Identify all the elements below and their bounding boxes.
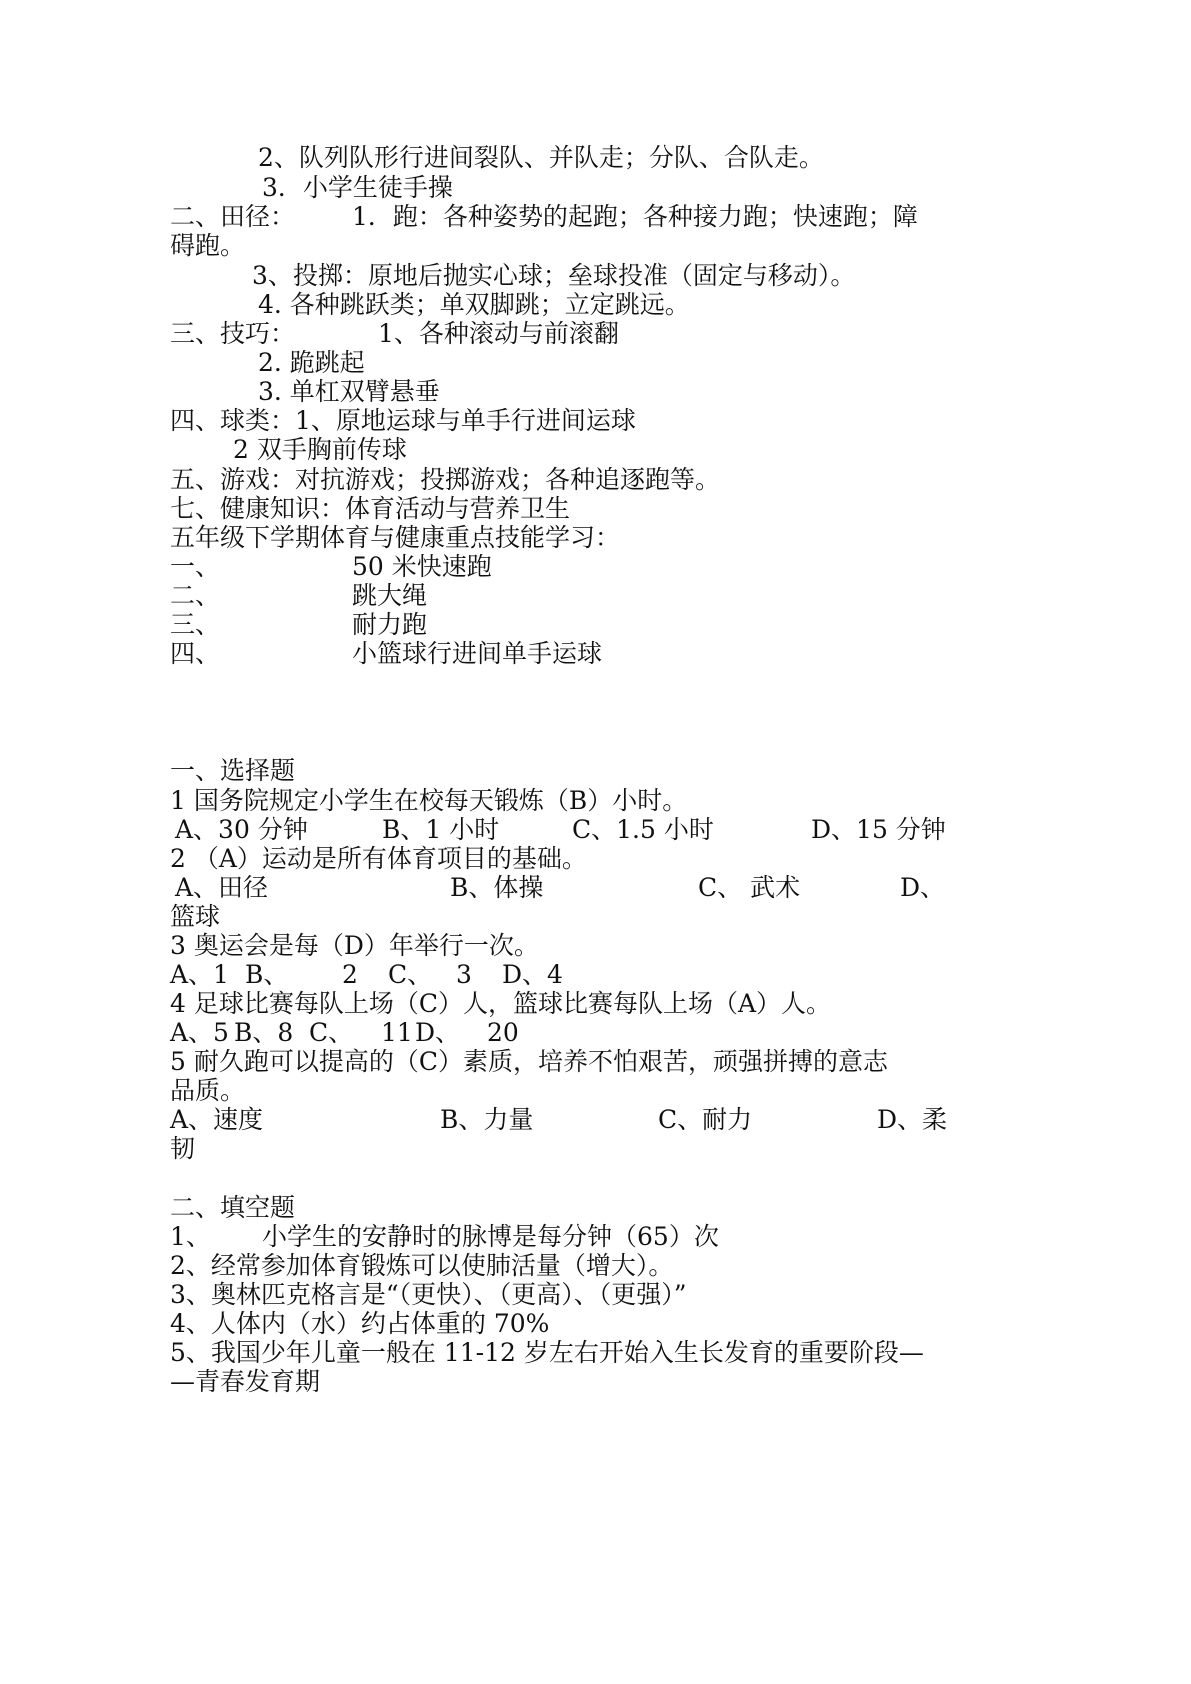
q5-option-a: A、速度 — [170, 1105, 264, 1134]
question-1: 1 国务院规定小学生在校每天锻炼（B）小时。 — [170, 786, 688, 815]
q3-option-b-value: 2 — [342, 960, 358, 989]
question-5: 5 耐久跑可以提高的（C）素质，培养不怕艰苦，顽强拼搏的意志 — [170, 1047, 888, 1076]
skills-rolling: 1、各种滚动与前滚翻 — [378, 319, 619, 348]
mc-section-title: 一、选择题 — [170, 756, 296, 785]
q1-option-b: B、1 小时 — [382, 815, 500, 844]
q1-option-d: D、15 分钟 — [811, 815, 946, 844]
line-formation: 2、队列队形行进间裂队、并队走；分队、合队走。 — [258, 143, 824, 172]
skills-bar-hang: 3. 单杠双臂悬垂 — [258, 377, 440, 406]
key-skill-num: 二、 — [170, 581, 221, 610]
q4-option-d: D、 — [415, 1018, 461, 1047]
q1-option-c: C、1.5 小时 — [572, 815, 714, 844]
ball-chest-pass: 2 双手胸前传球 — [233, 435, 407, 464]
key-skills-title: 五年级下学期体育与健康重点技能学习： — [170, 523, 621, 552]
key-skill-text: 耐力跑 — [352, 610, 428, 639]
q4-option-d-value: 20 — [487, 1018, 519, 1047]
q4-option-c: C、 — [309, 1018, 354, 1047]
key-skill-num: 三、 — [170, 610, 221, 639]
fill-5: 5、我国少年儿童一般在 11-12 岁左右开始入生长发育的重要阶段— — [170, 1338, 924, 1367]
q1-option-a: A、30 分钟 — [175, 815, 308, 844]
skills-kneel-jump: 2. 跪跳起 — [258, 348, 365, 377]
q3-option-c-value: 3 — [456, 960, 472, 989]
key-skill-text: 50 米快速跑 — [352, 552, 492, 581]
q2-option-b: B、体操 — [450, 873, 544, 902]
question-3: 3 奥运会是每（D）年举行一次。 — [170, 931, 539, 960]
ball-games-line: 四、球类：1、原地运球与单手行进间运球 — [170, 406, 636, 435]
key-skill-text: 跳大绳 — [352, 581, 428, 610]
q2-option-c: C、 武术 — [698, 873, 801, 902]
health-line: 七、健康知识：体育活动与营养卫生 — [170, 494, 571, 523]
q3-option-a: A、1 — [170, 960, 229, 989]
track-running-wrap: 碍跑。 — [170, 231, 246, 260]
q4-option-b: B、8 — [234, 1018, 294, 1047]
track-heading: 二、田径： — [170, 202, 296, 231]
key-skill-num: 一、 — [170, 552, 221, 581]
track-running: 1．跑：各种姿势的起跑；各种接力跑；快速跑；障 — [352, 202, 918, 231]
q4-option-c-value: 11 — [381, 1018, 413, 1047]
q2-option-a: A、田径 — [175, 873, 269, 902]
skills-heading: 三、技巧： — [170, 319, 296, 348]
q5-option-d: D、柔 — [877, 1105, 948, 1134]
fill-1-text: 小学生的安静时的脉博是每分钟（65）次 — [262, 1222, 719, 1251]
question-4: 4 足球比赛每队上场（C）人，篮球比赛每队上场（A）人。 — [170, 989, 832, 1018]
fill-1-number: 1、 — [170, 1222, 211, 1251]
q2-option-d-wrap: 篮球 — [170, 902, 221, 931]
track-throwing: 3、投掷：原地后抛实心球；垒球投准（固定与移动）。 — [252, 261, 856, 290]
question-5-wrap: 品质。 — [170, 1076, 246, 1105]
q5-option-d-wrap: 韧 — [170, 1134, 196, 1163]
key-skill-num: 四、 — [170, 639, 221, 668]
key-skill-text: 小篮球行进间单手运球 — [352, 639, 603, 668]
q3-option-d: D、4 — [502, 960, 563, 989]
games-line: 五、游戏：对抗游戏；投掷游戏；各种追逐跑等。 — [170, 465, 721, 494]
q3-option-c: C、 — [388, 960, 433, 989]
fill-3: 3、奥林匹克格言是“（更快）、（更高）、（更强）” — [170, 1280, 687, 1309]
q3-option-b: B、 — [245, 960, 289, 989]
q5-option-c: C、耐力 — [658, 1105, 753, 1134]
q5-option-b: B、力量 — [440, 1105, 534, 1134]
fill-section-title: 二、填空题 — [170, 1193, 296, 1222]
track-jumping: 4. 各种跳跃类；单双脚跳；立定跳远。 — [258, 290, 690, 319]
line-calisthenics: 3．小学生徒手操 — [262, 173, 453, 202]
q2-option-d: D、 — [900, 873, 946, 902]
fill-5-wrap: —青春发育期 — [170, 1367, 321, 1396]
fill-4: 4、人体内（水）约占体重的 70% — [170, 1309, 550, 1338]
question-2: 2 （A）运动是所有体育项目的基础。 — [170, 844, 587, 873]
fill-2: 2、经常参加体育锻炼可以使肺活量（增大）。 — [170, 1251, 674, 1280]
q4-option-a: A、5 — [170, 1018, 229, 1047]
